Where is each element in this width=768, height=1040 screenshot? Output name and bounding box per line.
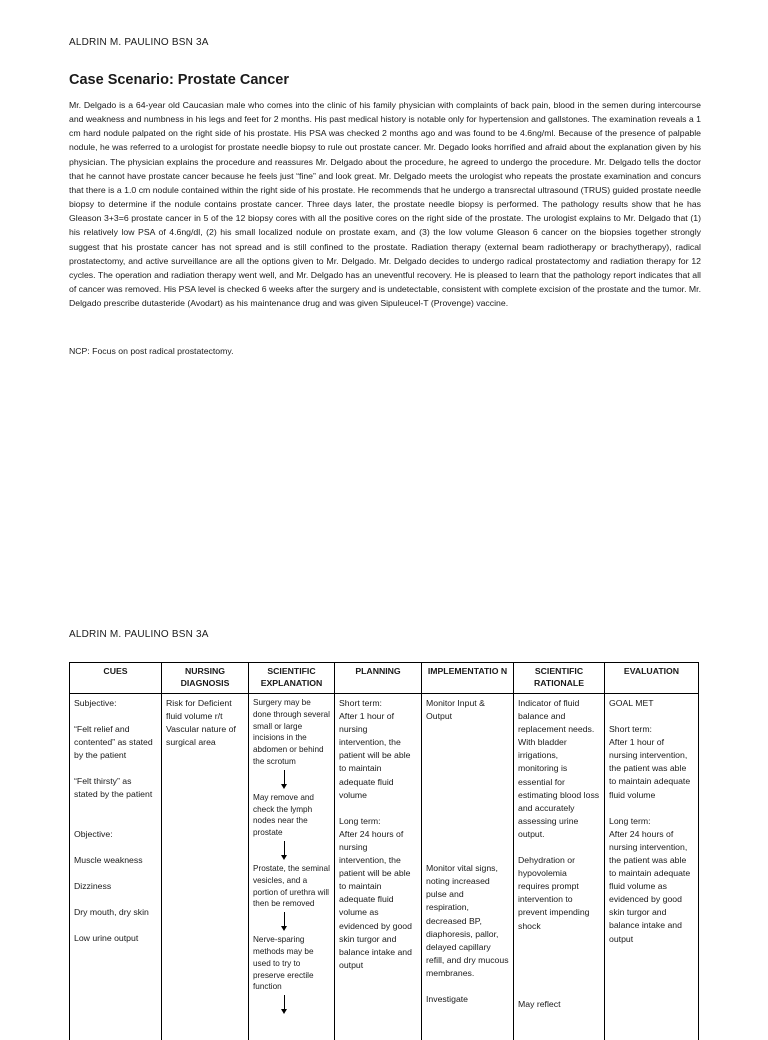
subjective-cue: “Felt relief and contented” as stated by the patient <box>74 723 157 762</box>
explanation-step: May remove and check the lymph nodes near the prostate <box>253 792 330 839</box>
intervention: Monitor vital signs, noting increased pulse and respiration, decreased BP, diaphoresis, pallor, delayed capillary refill, and dry mucous membranes. <box>426 862 509 980</box>
author-header-page-2: ALDRIN M. PAULINO BSN 3A <box>69 629 209 640</box>
ncp-focus-line: NCP: Focus on post radical prostatectomy. <box>69 346 234 356</box>
header-cues: CUES <box>70 663 162 694</box>
page-title: Case Scenario: Prostate Cancer <box>69 72 289 88</box>
subjective-label: Subjective: <box>74 697 157 710</box>
short-term-label: Short term: <box>339 697 417 710</box>
intervention: Investigate <box>426 993 509 1006</box>
objective-cue: Low urine output <box>74 932 157 945</box>
long-term-label: Long term: <box>609 815 694 828</box>
short-term-evaluation: After 1 hour of nursing intervention, the patient was able to maintain adequate fluid volume <box>609 736 694 801</box>
implementation-cell <box>422 694 514 1040</box>
long-term-goal: After 24 hours of nursing intervention, the patient will be able to maintain adequate fluid volume as evidenced by good skin turgor and balance intake and output <box>339 828 417 972</box>
nursing-care-plan-table <box>69 662 699 1040</box>
case-scenario-paragraph: Mr. Delgado is a 64-year old Caucasian male who comes into the clinic of his family physician with complaints of back pain, blood in the semen during intercourse and weakness and numbness in his legs and feet for 2 months. His past medical history is notable only for hypertension and gallstones. The examination reveals a 1 cm hard nodule palpated on the right side of his prostate. His PSA was checked 2 months ago and was found to be 4.6ng/ml. Because of the presence of palpable nodule, he was referred to a urologist for prostate needle biopsy to rule out prostate cancer. Mr. Degado looks horrified and afraid about the explanation given by his physician. The physician explains the procedure and reassures Mr. Delgado about the procedure, he agreed to undergo the procedure. Mr. Delgado tells the doctor that he cannot have prostate cancer because he feels just “fine” and look great. Mr. Delgado meets the urologist who repeats the prostate examination and concurs that there is a 1.0 cm nodule contained within the right side of his prostate. He recommends that he undergo a transrectal ultrasound (TRUS) guided prostate needle biopsy to determine if the nodule contains prostate cancer. Three days later, the prostate needle biopsy is performed. The pathology results show that he has Gleason 3+3=6 prostate cancer in 5 of the 12 biopsy cores with all the positive cores on the right side of the prostate. The urologist explains to Mr. Delgado that (1) his relatively low PSA of 4.6ng/dl, (2) his small localized nodule on prostate exam, and (3) the low volume Gleason 6 cancer on the biopsies together strongly suggest that his prostate cancer has not spread and is still confined to the prostate. Radiation therapy (external beam radiotherapy or brachytherapy), radical prostatectomy, and active surveillance are all the options given to Mr. Delgado. Mr. Delgado decides to undergo radical prostatectomy and radiation therapy for 12 cycles. The operation and radiation therapy went well, and Mr. Delgado has an uneventful recovery. He is pleased to learn that the pathology report indicates that all of cancer was removed. His PSA level is checked 6 weeks after the surgery and is undetectable, consistent with complete excision of the prostate and the tumor. Mr. Delgado prescribe dutasteride (Avodart) as his maintenance drug and was given Sipuleucel-T (Provenge) vaccine. <box>69 98 701 310</box>
rationale: Dehydration or hypovolemia requires prompt intervention to prevent impending shock <box>518 854 600 933</box>
goal-status: GOAL MET <box>609 697 694 710</box>
explanation-step: Nerve-sparing methods may be used to try to preserve erectile function <box>253 934 330 993</box>
subjective-cue: “Felt thirsty” as stated by the patient <box>74 775 157 801</box>
header-implementation: IMPLEMENTATIO N <box>422 663 514 694</box>
author-header: ALDRIN M. PAULINO BSN 3A <box>69 37 209 48</box>
long-term-label: Long term: <box>339 815 417 828</box>
objective-cue: Muscle weakness <box>74 854 157 867</box>
rationale-cell <box>514 694 605 1040</box>
evaluation-cell <box>605 694 699 1040</box>
intervention: Monitor Input & Output <box>426 697 509 723</box>
down-arrow-icon <box>284 995 285 1010</box>
diagnosis-cell <box>162 694 249 1040</box>
short-term-label: Short term: <box>609 723 694 736</box>
short-term-goal: After 1 hour of nursing intervention, the patient will be able to maintain adequate fluid volume <box>339 710 417 802</box>
objective-cue: Dry mouth, dry skin <box>74 906 157 919</box>
nursing-diagnosis-text: Risk for Deficient fluid volume r/t Vascular nature of surgical area <box>166 697 244 749</box>
objective-label: Objective: <box>74 828 157 841</box>
cues-cell <box>70 694 162 1040</box>
header-scientific-rationale: SCIENTIFIC RATIONALE <box>514 663 605 694</box>
down-arrow-icon <box>284 841 285 856</box>
planning-cell <box>335 694 422 1040</box>
rationale: May reflect <box>518 998 600 1011</box>
long-term-evaluation: After 24 hours of nursing intervention, the patient was able to maintain adequate fluid volume as evidenced by good skin turgor and balance intake and output <box>609 828 694 946</box>
table-row <box>70 694 699 1040</box>
objective-cue: Dizziness <box>74 880 157 893</box>
table-header-row <box>70 663 699 694</box>
header-evaluation: EVALUATION <box>605 663 699 694</box>
explanation-step: Surgery may be done through several small or large incisions in the abdomen or behind the scrotum <box>253 697 330 768</box>
header-scientific-explanation: SCIENTIFIC EXPLANATION <box>249 663 335 694</box>
explanation-step: Prostate, the seminal vesicles, and a portion of urethra will then be removed <box>253 863 330 910</box>
header-nursing-diagnosis: NURSING DIAGNOSIS <box>162 663 249 694</box>
header-planning: PLANNING <box>335 663 422 694</box>
explanation-cell <box>249 694 335 1040</box>
rationale: Indicator of fluid balance and replacement needs. With bladder irrigations, monitoring is essential for estimating blood loss and accurately assessing urine output. <box>518 697 600 841</box>
down-arrow-icon <box>284 770 285 785</box>
down-arrow-icon <box>284 912 285 927</box>
